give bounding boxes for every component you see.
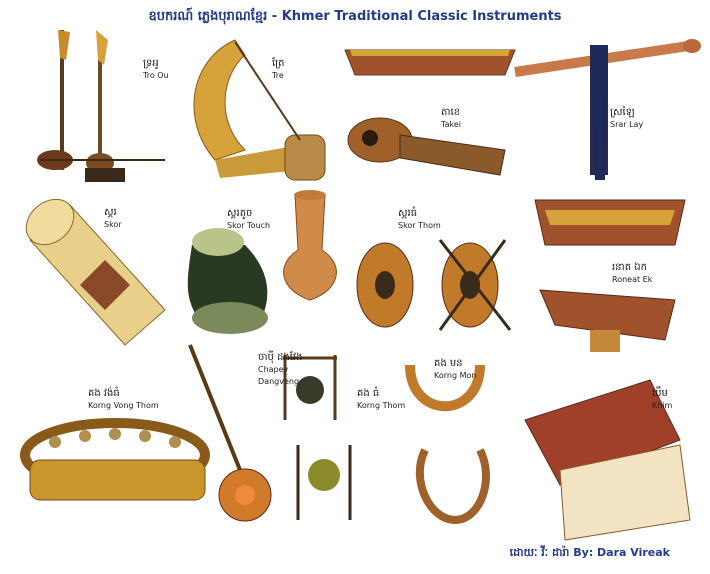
roneat-top-illustration	[345, 50, 515, 75]
korng-mon-illustration	[410, 365, 486, 520]
label-skor: ស្គរ Skor	[104, 207, 122, 229]
label-skor-touch: ស្គរតូច Skor Touch	[227, 208, 271, 230]
title-khmer: ឧបករណ៍ ភ្លេងបុរាណខ្មែរ	[148, 9, 268, 24]
goblet-drum-illustration	[284, 190, 337, 300]
srar-lay-illustration	[515, 39, 701, 180]
credit-english: By: Dara Vireak	[573, 546, 670, 559]
label-tre: ត្រែ Tre	[272, 58, 285, 80]
title-english: - Khmer Traditional Classic Instruments	[271, 9, 562, 24]
label-khim: ឃឹម Khim	[652, 388, 673, 410]
tro-ou-illustration	[37, 30, 165, 182]
takei-illustration	[348, 118, 505, 175]
label-skor-thom: ស្គរធំ Skor Thom	[398, 208, 441, 230]
roneat-ek-lower-illustration	[540, 290, 675, 352]
label-roneat-ek: រនាត ឯក Roneat Ek	[612, 262, 653, 284]
label-korng-mon: គង មន Korng Mon	[434, 358, 477, 380]
roneat-ek-upper-illustration	[535, 200, 685, 245]
label-srar-lay: ស្រឡៃ Srar Lay	[610, 107, 644, 129]
label-chapey: ចាប៉ី ដងវែង Chapey Dangveng	[258, 352, 303, 386]
credit-khmer: ដោយៈ វីៈ ដារ៉ា	[509, 546, 570, 559]
skor-thom-illustration	[357, 240, 510, 330]
tre-illustration	[194, 40, 325, 180]
label-takei: តាខេ Takei	[441, 107, 461, 129]
korng-vong-thom-illustration	[25, 423, 205, 500]
label-korng-vong-thom: គង វង់ធំ Korng Vong Thom	[88, 388, 159, 410]
label-tro-ou: ទ្រអូ Tro Ou	[143, 58, 169, 80]
credit	[510, 546, 670, 562]
skor-touch-illustration	[188, 228, 268, 334]
label-korng-thom: គង ធំ Korng Thom	[357, 388, 406, 410]
skor-illustration	[17, 190, 165, 345]
